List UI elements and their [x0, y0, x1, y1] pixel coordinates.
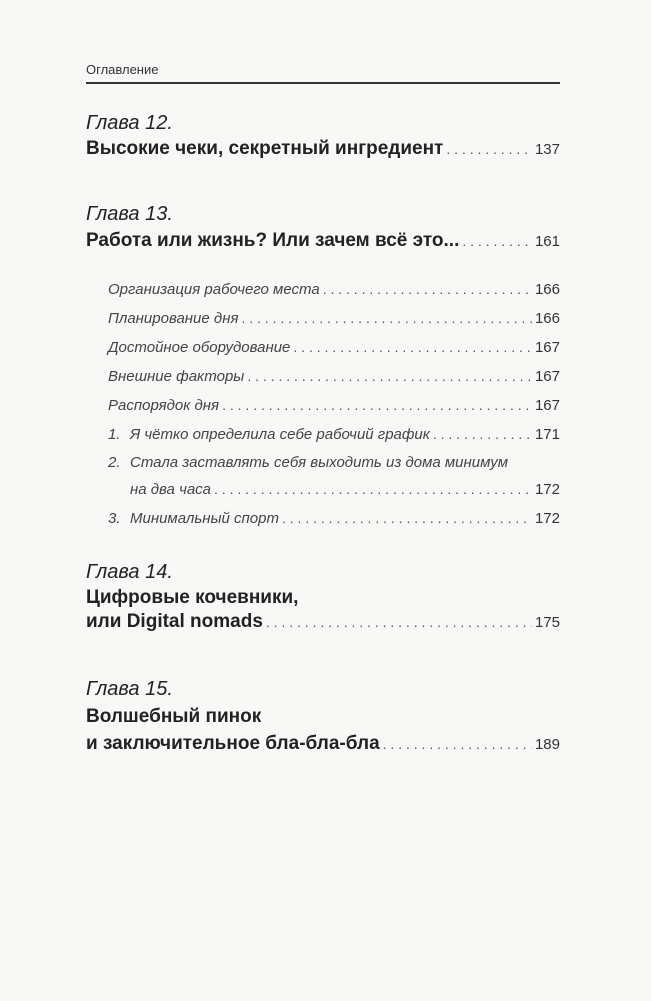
- dot-leader: [433, 426, 532, 442]
- page-number: 175: [534, 614, 560, 631]
- dot-leader: [323, 281, 532, 297]
- chapter-15-label: Глава 15.: [86, 678, 173, 700]
- entry-title: Внешние факторы: [108, 368, 245, 385]
- chapter-13-label: Глава 13.: [86, 203, 173, 225]
- toc-subentry[interactable]: [108, 368, 560, 385]
- chapter-14-label: Глава 14.: [86, 561, 173, 583]
- entry-title: на два часа: [130, 481, 212, 498]
- entry-title: Работа или жизнь? Или зачем всё это...: [86, 230, 460, 251]
- dot-leader: [462, 233, 532, 249]
- dot-leader: [247, 368, 532, 384]
- item-number: 1.: [108, 426, 121, 443]
- toc-subentry[interactable]: [108, 481, 560, 498]
- dot-leader: [266, 614, 532, 630]
- page-number: 167: [534, 339, 560, 356]
- dot-leader: [222, 397, 532, 413]
- page-number: 137: [534, 141, 560, 158]
- dot-leader: [214, 481, 532, 497]
- page-number: 166: [534, 310, 560, 327]
- toc-subentry[interactable]: [108, 310, 560, 327]
- entry-title: Я чётко определила себе рабочий график: [130, 426, 430, 443]
- toc-subentry[interactable]: [108, 426, 560, 443]
- page-number: 172: [534, 481, 560, 498]
- chapter-12-label: Глава 12.: [86, 112, 173, 134]
- running-header: Оглавление: [86, 62, 159, 77]
- page-number: 161: [534, 233, 560, 250]
- page-number: 172: [534, 510, 560, 527]
- entry-title: Распорядок дня: [108, 397, 220, 414]
- toc-subentry-line1[interactable]: [108, 454, 560, 471]
- entry-title: Минимальный спорт: [130, 510, 279, 527]
- page-number: 167: [534, 397, 560, 414]
- dot-leader: [446, 141, 532, 157]
- toc-subentry[interactable]: [108, 397, 560, 414]
- toc-subentry[interactable]: [108, 281, 560, 298]
- entry-title: Планирование дня: [108, 310, 239, 327]
- toc-entry-chapter-14[interactable]: [86, 611, 560, 633]
- dot-leader: [241, 310, 532, 326]
- toc-subentry[interactable]: [108, 339, 560, 356]
- entry-title: или Digital nomads: [86, 611, 263, 632]
- dot-leader: [282, 510, 532, 526]
- item-number: 3.: [108, 510, 121, 527]
- header-rule: [86, 82, 560, 84]
- entry-title: и заключительное бла-бла-бла: [86, 733, 380, 754]
- dot-leader: [293, 339, 532, 355]
- page-number: 167: [534, 368, 560, 385]
- page-number: 166: [534, 281, 560, 298]
- dot-leader: [383, 736, 532, 752]
- entry-title: Высокие чеки, секретный ингредиент: [86, 138, 444, 159]
- toc-subentry[interactable]: [108, 510, 560, 527]
- page-number: 189: [534, 736, 560, 753]
- item-number: 2.: [108, 454, 121, 471]
- toc-entry-chapter-12[interactable]: [86, 138, 560, 160]
- page-number: 171: [534, 426, 560, 443]
- entry-title: Достойное оборудование: [108, 339, 291, 356]
- toc-entry-chapter-13[interactable]: [86, 230, 560, 252]
- entry-title-line1: Цифровые кочевники,: [86, 587, 299, 608]
- entry-title-line1: Волшебный пинок: [86, 706, 262, 727]
- entry-title: Организация рабочего места: [108, 281, 320, 298]
- toc-entry-chapter-15[interactable]: [86, 733, 560, 755]
- entry-title: Стала заставлять себя выходить из дома минимум: [130, 454, 509, 471]
